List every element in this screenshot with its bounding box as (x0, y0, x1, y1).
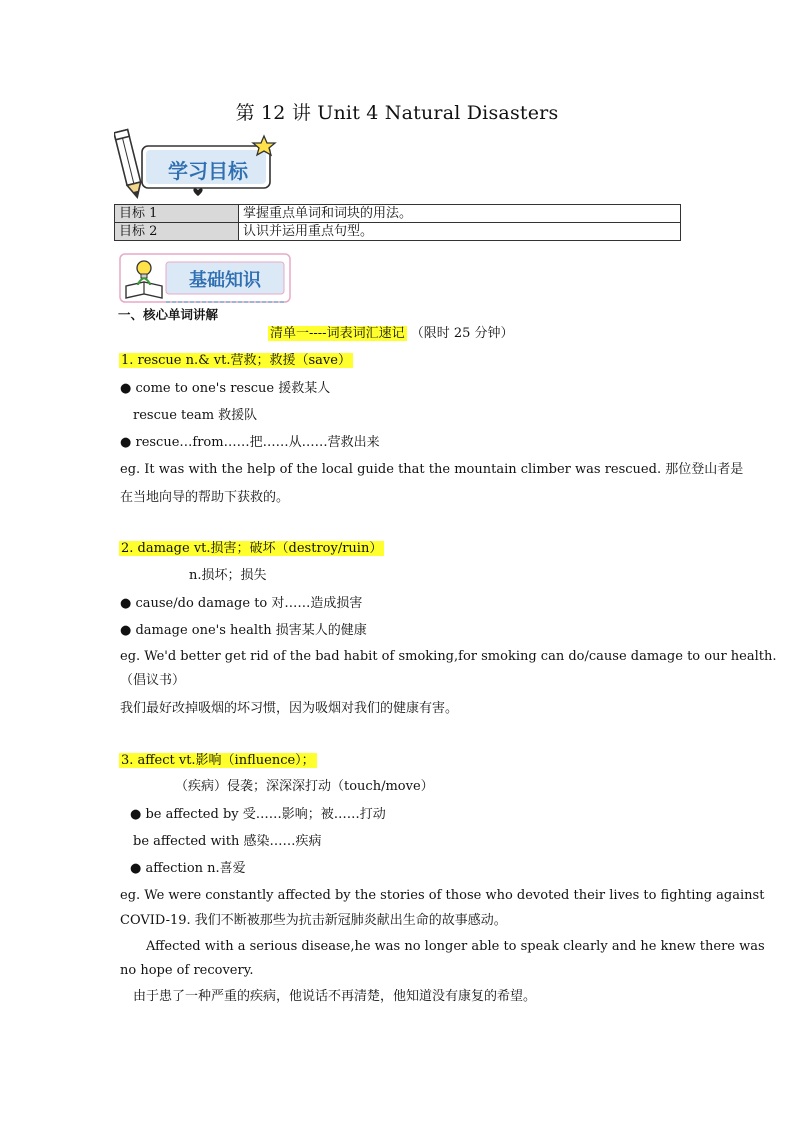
objectives-badge (114, 124, 284, 202)
basics-badge (118, 252, 294, 306)
entry-line: n.损坏；损失 (189, 568, 267, 583)
entry-line: ● come to one's rescue 援救某人 (120, 381, 331, 396)
entry-heading (119, 540, 384, 558)
section-heading: 一、核心单词讲解 (118, 307, 219, 322)
entry-heading-text: 1. rescue n.& vt.营救；救援（save） (121, 353, 351, 368)
example-line: （倡议书） (120, 673, 186, 688)
entry-line: （疾病）侵袭；深深深打动（touch/move） (175, 779, 434, 794)
goal-key: 目标 1 (115, 205, 239, 223)
objectives-badge-label: 学习目标 (168, 159, 248, 183)
list-time: （限时 25 分钟） (410, 326, 514, 341)
goals-table (114, 204, 681, 241)
basics-badge-label: 基础知识 (189, 270, 261, 291)
entry-heading (119, 752, 317, 770)
goal-value: 认识并运用重点句型。 (239, 223, 681, 241)
entry-line: ● be affected by 受……影响；被……打动 (130, 807, 386, 822)
entry-heading (119, 352, 353, 370)
goal-key: 目标 2 (115, 223, 239, 241)
example-line: 我们最好改掉吸烟的坏习惯，因为吸烟对我们的健康有害。 (120, 701, 459, 716)
table-row (115, 223, 681, 241)
entry-line: rescue team 救援队 (133, 408, 258, 423)
entry-line: ● damage one's health 损害某人的健康 (120, 623, 367, 638)
list-title (268, 325, 514, 343)
table-row (115, 205, 681, 223)
entry-heading-text: 2. damage vt.损害；破坏（destroy/ruin） (121, 541, 383, 556)
page-title: 第 12 讲 Unit 4 Natural Disasters (235, 102, 559, 124)
example-line: eg. It was with the help of the local guide that the mountain climber was rescued. 那位登山者是 (120, 462, 744, 477)
example-line: 在当地向导的帮助下获救的。 (120, 490, 290, 505)
example-line: no hope of recovery. (120, 963, 254, 978)
entry-line: ● rescue…from……把……从……营救出来 (120, 435, 380, 450)
example-line: Affected with a serious disease,he was no longer able to speak clearly and he knew there was (146, 939, 765, 954)
example-line: COVID-19. 我们不断被那些为抗击新冠肺炎献出生命的故事感动。 (120, 913, 507, 928)
entry-line: ● affection n.喜爱 (130, 861, 246, 876)
entry-line: be affected with 感染……疾病 (133, 834, 322, 849)
example-line: 由于患了一种严重的疾病，他说话不再清楚，他知道没有康复的希望。 (133, 989, 537, 1004)
entry-line: ● cause/do damage to 对……造成损害 (120, 596, 363, 611)
goal-value: 掌握重点单词和词块的用法。 (239, 205, 681, 223)
list-title-text: 清单一----词表词汇速记 (270, 326, 405, 341)
entry-heading-text: 3. affect vt.影响（influence）； (121, 753, 315, 768)
example-line: eg. We were constantly affected by the stories of those who devoted their lives to fighting against (120, 888, 765, 903)
example-line: eg. We'd better get rid of the bad habit of smoking,for smoking can do/cause damage to our health. (120, 649, 777, 664)
